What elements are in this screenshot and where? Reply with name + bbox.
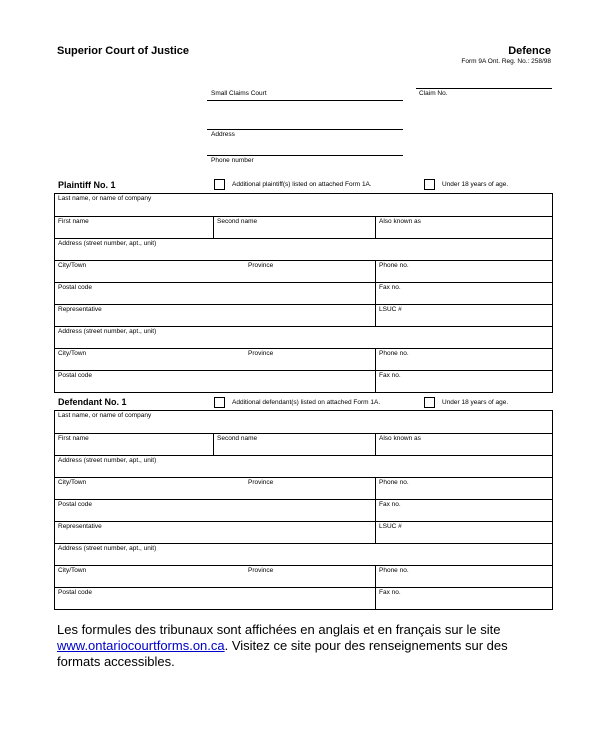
defendant-additional-label: Additional defendant(s) listed on attached Form 1A. <box>232 399 381 406</box>
city-label: City/Town <box>58 262 87 269</box>
defendant-postal-cell[interactable] <box>55 500 376 522</box>
province-label: Province <box>248 350 274 357</box>
table-row <box>55 478 553 500</box>
postal-label: Postal code <box>58 372 92 379</box>
defendant-fax-cell[interactable] <box>376 500 553 522</box>
table-row <box>55 411 553 434</box>
table-row <box>55 305 553 327</box>
plaintiff-lsuc-cell[interactable] <box>376 305 553 327</box>
table-row <box>55 566 553 588</box>
table-row <box>55 456 553 478</box>
table-row <box>55 544 553 566</box>
phone-label: Phone no. <box>379 479 409 486</box>
phone-label: Phone no. <box>379 567 409 574</box>
plaintiff-city-cell[interactable] <box>55 261 376 283</box>
plaintiff-first-name-cell[interactable] <box>55 217 214 239</box>
table-row <box>55 194 553 217</box>
defendant-table <box>54 410 553 610</box>
plaintiff-address-cell[interactable] <box>55 239 553 261</box>
footer-line-2 <box>57 638 557 654</box>
ontario-court-forms-link[interactable]: www.ontariocourtforms.on.ca <box>57 638 225 653</box>
plaintiff-aka-cell[interactable] <box>376 217 553 239</box>
postal-label: Postal code <box>58 284 92 291</box>
plaintiff-fax-cell[interactable] <box>376 283 553 305</box>
address-label: Address <box>211 131 235 138</box>
also-known-as-label: Also known as <box>379 435 421 442</box>
city-label: City/Town <box>58 350 87 357</box>
table-row <box>55 434 553 456</box>
defendant-lsuc-cell[interactable] <box>376 522 553 544</box>
table-row <box>55 283 553 305</box>
plaintiff-rep-phone-cell[interactable] <box>376 349 553 371</box>
table-row <box>55 522 553 544</box>
second-name-label: Second name <box>217 218 258 225</box>
plaintiff-last-name-cell[interactable] <box>55 194 553 217</box>
also-known-as-label: Also known as <box>379 218 421 225</box>
defendant-rep-postal-cell[interactable] <box>55 588 376 610</box>
address-line[interactable] <box>207 129 403 130</box>
plaintiff-rep-postal-cell[interactable] <box>55 371 376 393</box>
defendant-rep-city-cell[interactable] <box>55 566 376 588</box>
defendant-representative-cell[interactable] <box>55 522 376 544</box>
plaintiff-postal-cell[interactable] <box>55 283 376 305</box>
defendant-under18-label: Under 18 years of age. <box>442 399 509 406</box>
table-row <box>55 239 553 261</box>
address-label: Address (street number, apt., unit) <box>58 545 157 552</box>
plaintiff-table <box>54 193 553 393</box>
fax-label: Fax no. <box>379 589 401 596</box>
phone-line[interactable] <box>207 155 403 156</box>
fax-label: Fax no. <box>379 284 401 291</box>
representative-label: Representative <box>58 306 102 313</box>
first-name-label: First name <box>58 218 89 225</box>
defendant-city-cell[interactable] <box>55 478 376 500</box>
last-name-label: Last name, or name of company <box>58 412 152 419</box>
phone-label: Phone no. <box>379 262 409 269</box>
defendant-additional-checkbox[interactable] <box>214 397 225 408</box>
phone-label: Phone no. <box>379 350 409 357</box>
address-label: Address (street number, apt., unit) <box>58 328 157 335</box>
plaintiff-rep-city-cell[interactable] <box>55 349 376 371</box>
form-title: Defence <box>508 45 551 57</box>
small-claims-court-label: Small Claims Court <box>211 90 267 97</box>
plaintiff-under18-checkbox[interactable] <box>424 179 435 190</box>
defendant-rep-address-cell[interactable] <box>55 544 553 566</box>
defendant-phone-cell[interactable] <box>376 478 553 500</box>
court-name: Superior Court of Justice <box>57 45 190 57</box>
table-row <box>55 327 553 349</box>
defendant-rep-phone-cell[interactable] <box>376 566 553 588</box>
postal-label: Postal code <box>58 589 92 596</box>
defendant-title: Defendant No. 1 <box>58 397 127 407</box>
claim-no-line[interactable] <box>416 88 552 89</box>
table-row <box>55 217 553 239</box>
defendant-under18-checkbox[interactable] <box>424 397 435 408</box>
last-name-label: Last name, or name of company <box>58 195 152 202</box>
second-name-label: Second name <box>217 435 258 442</box>
footer-line-2-rest: . Visitez ce site pour des renseignements sur des <box>224 638 508 653</box>
lsuc-label: LSUC # <box>379 523 402 530</box>
city-label: City/Town <box>58 567 87 574</box>
plaintiff-additional-label: Additional plaintiff(s) listed on attached Form 1A. <box>232 181 372 188</box>
fax-label: Fax no. <box>379 501 401 508</box>
plaintiff-rep-address-cell[interactable] <box>55 327 553 349</box>
plaintiff-second-name-cell[interactable] <box>214 217 376 239</box>
province-label: Province <box>248 262 274 269</box>
fax-label: Fax no. <box>379 372 401 379</box>
plaintiff-rep-fax-cell[interactable] <box>376 371 553 393</box>
claim-no-label: Claim No. <box>419 90 448 97</box>
table-row <box>55 371 553 393</box>
postal-label: Postal code <box>58 501 92 508</box>
table-row <box>55 588 553 610</box>
representative-label: Representative <box>58 523 102 530</box>
defendant-second-name-cell[interactable] <box>214 434 376 456</box>
plaintiff-representative-cell[interactable] <box>55 305 376 327</box>
table-row <box>55 349 553 371</box>
defendant-address-cell[interactable] <box>55 456 553 478</box>
province-label: Province <box>248 567 274 574</box>
footer-note <box>57 622 557 670</box>
plaintiff-title: Plaintiff No. 1 <box>58 180 116 190</box>
small-claims-court-line[interactable] <box>207 100 403 101</box>
province-label: Province <box>248 479 274 486</box>
table-row <box>55 261 553 283</box>
phone-number-label: Phone number <box>211 157 254 164</box>
defendant-last-name-cell[interactable] <box>55 411 553 434</box>
defendant-rep-fax-cell[interactable] <box>376 588 553 610</box>
defendant-first-name-cell[interactable] <box>55 434 214 456</box>
city-label: City/Town <box>58 479 87 486</box>
footer-line-1: Les formules des tribunaux sont affichées en anglais et en français sur le site <box>57 622 501 637</box>
plaintiff-phone-cell[interactable] <box>376 261 553 283</box>
lsuc-label: LSUC # <box>379 306 402 313</box>
address-label: Address (street number, apt., unit) <box>58 240 157 247</box>
first-name-label: First name <box>58 435 89 442</box>
footer-line-3: formats accessibles. <box>57 654 175 669</box>
plaintiff-additional-checkbox[interactable] <box>214 179 225 190</box>
plaintiff-under18-label: Under 18 years of age. <box>442 181 509 188</box>
form-number: Form 9A Ont. Reg. No.: 258/98 <box>461 58 551 65</box>
address-label: Address (street number, apt., unit) <box>58 457 157 464</box>
defendant-aka-cell[interactable] <box>376 434 553 456</box>
table-row <box>55 500 553 522</box>
